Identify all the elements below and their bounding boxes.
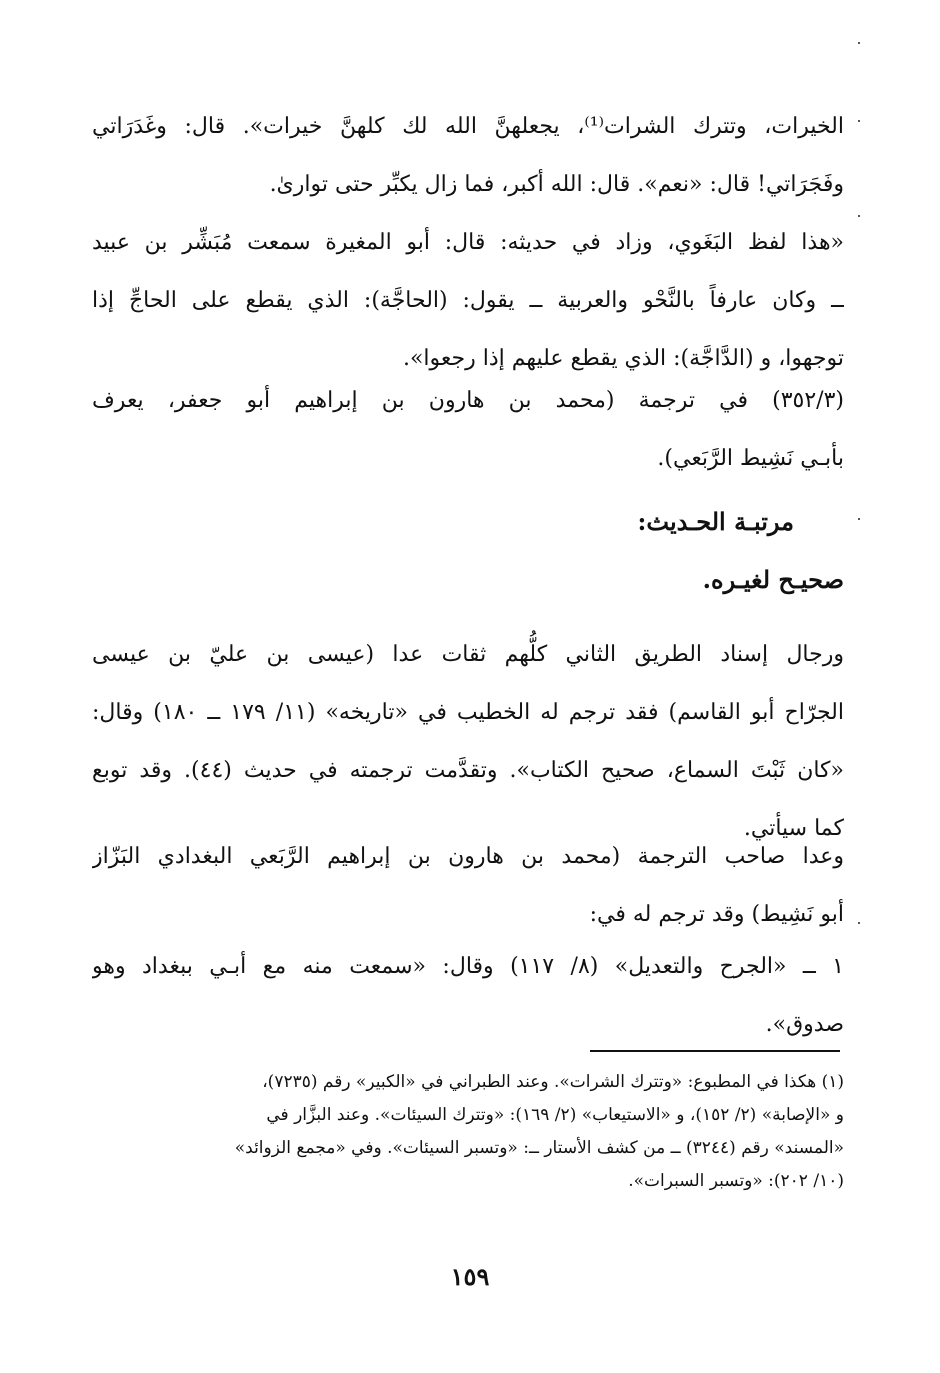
- paragraph-line: توجهوا، و (الدَّاجَّة): الذي يقطع عليهم إذا رجعوا».: [402, 346, 844, 371]
- paragraph-line: الجرّاح أبو القاسم) فقد ترجم له الخطيب في «تاريخه» (١١/ ١٧٩ ــ ١٨٠) وقال:: [92, 700, 844, 725]
- margin-mark: [858, 518, 860, 520]
- margin-mark: [858, 120, 860, 122]
- paragraph-line: وعدا صاحب الترجمة (محمد بن هارون بن إبراهيم الرَّبَعي البغدادي البَزّاز: [92, 844, 844, 869]
- paragraph-6: [92, 938, 844, 1054]
- grade-heading: صحيـح لغيـره.: [702, 565, 844, 594]
- section-heading: مرتبـة الحـديث:: [637, 507, 794, 536]
- paragraph-line: ورجال إسناد الطريق الثاني كلُّهم ثقات عدا (عيسى بن عليّ بن عيسى: [92, 642, 844, 667]
- paragraph-line: الخيرات، وتترك الشرات⁽¹⁾، يجعلهنَّ الله لك كلهنَّ خيرات». قال: وغَدَرَاتي: [92, 114, 844, 139]
- footnote-line: (١٠/ ٢٠٢): «وتسبر السبرات».: [628, 1171, 844, 1191]
- paragraph-line: ــ وكان عارفاً بالنَّحْو والعربية ــ يقول: (الحاجَّة): الذي يقطع على الحاجِّ إذا: [92, 288, 844, 313]
- footnote-line: و «الإصابة» (٢/ ١٥٢)، و «الاستيعاب» (٢/ ١٦٩): «وتترك السيئات». وعند البزَّار في: [266, 1105, 844, 1125]
- margin-mark: [858, 42, 860, 44]
- paragraph-4: [92, 626, 844, 858]
- paragraph-line: صدوق».: [765, 1012, 844, 1037]
- margin-mark: [858, 922, 860, 924]
- paragraph-line: «كان ثَبْتَ السماع، صحيح الكتاب». وتقدَّمت ترجمته في حديث (٤٤). وقد توبع: [92, 758, 844, 783]
- paragraph-line: (٣٥٢/٣) في ترجمة (محمد بن هارون بن إبراهيم أبو جعفر، يعرف: [92, 388, 844, 413]
- paragraph-line: وفَجَرَاتي! قال: «نعم». قال: الله أكبر، فما زال يكبِّر حتى توارىٰ.: [269, 172, 844, 197]
- footnotes: [92, 1066, 844, 1198]
- paragraph-5: [92, 828, 844, 944]
- paragraph-line: أبو نَشِيط) وقد ترجم له في:: [589, 902, 844, 927]
- paragraph-line: ١ ــ «الجرح والتعديل» (٨/ ١١٧) وقال: «سمعت منه مع أبـي ببغداد وهو: [92, 954, 844, 979]
- paragraph-line: كما سيأتي.: [743, 816, 844, 841]
- paragraph-2: [92, 214, 844, 388]
- paragraph-1: [92, 98, 844, 214]
- paragraph-3: [92, 372, 844, 488]
- page-number: ١٥٩: [450, 1262, 490, 1291]
- paragraph-line: «هذا لفظ البَغَوي، وزاد في حديثه: قال: أبو المغيرة سمعت مُبَشِّر بن عبيد: [92, 230, 844, 255]
- margin-mark: [858, 215, 860, 217]
- footnote-line: (١) هكذا في المطبوع: «وتترك الشرات». وعند الطبراني في «الكبير» رقم (٧٢٣٥)،: [262, 1072, 844, 1092]
- footnote-line: «المسند» رقم (٣٢٤٤) ــ من كشف الأستار ــ: «وتسبر السيئات». وفي «مجمع الزوائد»: [234, 1138, 844, 1158]
- paragraph-line: بأبـي نَشِيط الرَّبَعي).: [657, 446, 844, 471]
- footnote-divider: [590, 1050, 840, 1052]
